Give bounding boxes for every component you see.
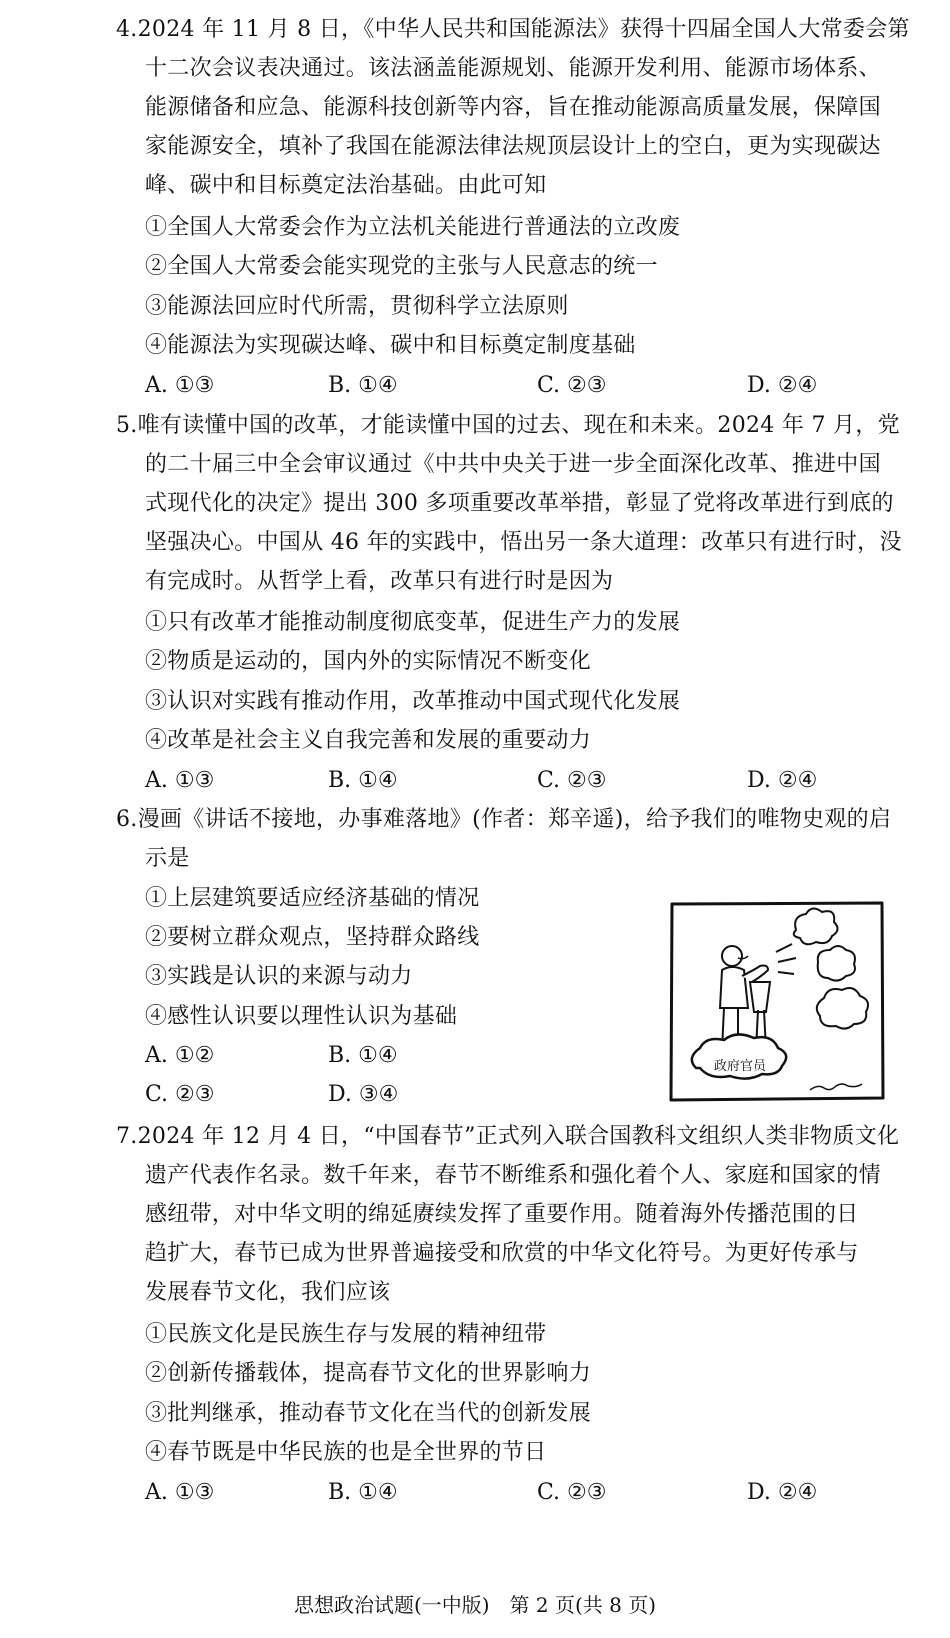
- question-6-choice-d[interactable]: D. ③④: [328, 1082, 399, 1107]
- question-7-choice-a[interactable]: A. ①③: [145, 1480, 215, 1505]
- question-4-stem-line-1: 4.2024 年 11 月 8 日，《中华人民共和国能源法》获得十四届全国人大常委会第: [116, 17, 910, 42]
- question-5-stem-line-2: 的二十届三中全会审议通过《中共中央关于进一步全面深化改革、推进中国: [145, 452, 881, 477]
- question-5-stem-line-5: 有完成时。从哲学上看，改革只有进行时是因为: [145, 569, 614, 594]
- question-4-option-4: ④能源法为实现碳达峰、碳中和目标奠定制度基础: [145, 333, 636, 358]
- question-6-choice-c[interactable]: C. ②③: [145, 1082, 215, 1107]
- question-number: 4.: [116, 17, 138, 42]
- question-5-stem-line-3: 式现代化的决定》提出 300 多项重要改革举措，彰显了党将改革进行到底的: [145, 491, 894, 516]
- question-7-stem-line-5: 发展春节文化，我们应该: [145, 1280, 391, 1305]
- question-6-stem-line-1: 6.漫画《讲话不接地，办事难落地》(作者：郑辛遥)，给予我们的唯物史观的启: [116, 807, 892, 832]
- question-4-stem-line-5: 峰、碳中和目标奠定法治基础。由此可知: [145, 173, 547, 198]
- question-6-choice-b[interactable]: B. ①④: [328, 1043, 398, 1068]
- question-5-choice-a[interactable]: A. ①③: [145, 768, 215, 793]
- question-4-stem-line-4: 家能源安全，填补了我国在能源法律法规顶层设计上的空白，更为实现碳达: [145, 134, 881, 159]
- question-5-stem-line-4: 坚强决心。中国从 46 年的实践中，悟出另一条大道理：改革只有进行时，没: [145, 530, 902, 555]
- question-6-option-2: ②要树立群众观点，坚持群众路线: [145, 925, 480, 950]
- question-7-stem-line-4: 趋扩大，春节已成为世界普遍接受和欣赏的中华文化符号。为更好传承与: [145, 1241, 859, 1266]
- question-4-choice-d[interactable]: D. ②④: [747, 373, 818, 398]
- question-6-stem-line-2: 示是: [145, 846, 190, 871]
- artist-signature: [810, 1084, 862, 1090]
- question-7-stem-line-2: 遗产代表作名录。数千年来，春节不断维系和强化着个人、家庭和国家的情: [145, 1163, 881, 1188]
- question-4-choice-c[interactable]: C. ②③: [537, 373, 607, 398]
- question-7-choice-d[interactable]: D. ②④: [747, 1480, 818, 1505]
- question-6-option-4: ④感性认识要以理性认识为基础: [145, 1004, 458, 1029]
- question-number: 7.: [116, 1124, 138, 1149]
- cartoon-official-speech: [668, 900, 886, 1110]
- question-7-stem-line-1: 7.2024 年 12 月 4 日，“中国春节”正式列入联合国教科文组织人类非物质文化: [116, 1124, 900, 1149]
- question-5-option-1: ①只有改革才能推动制度彻底变革，促进生产力的发展: [145, 610, 681, 635]
- question-7-option-4: ④春节既是中华民族的也是全世界的节日: [145, 1440, 547, 1465]
- question-4-option-2: ②全国人大常委会能实现党的主张与人民意志的统一: [145, 254, 658, 279]
- question-4-choice-b[interactable]: B. ①④: [328, 373, 398, 398]
- question-7-option-2: ②创新传播载体，提高春节文化的世界影响力: [145, 1361, 592, 1386]
- question-4-stem-line-3: 能源储备和应急、能源科技创新等内容，旨在推动能源高质量发展，保障国: [145, 95, 881, 120]
- question-7-choice-b[interactable]: B. ①④: [328, 1480, 398, 1505]
- question-7-option-1: ①民族文化是民族生存与发展的精神纽带: [145, 1322, 547, 1347]
- question-5-stem-line-1: 5.唯有读懂中国的改革，才能读懂中国的过去、现在和未来。2024 年 7 月，党: [116, 413, 900, 438]
- question-4-option-1: ①全国人大常委会作为立法机关能进行普通法的立改废: [145, 215, 681, 240]
- page-footer: 思想政治试题(一中版) 第 2 页(共 8 页): [293, 1593, 657, 1617]
- question-5-choice-b[interactable]: B. ①④: [328, 768, 398, 793]
- question-5-choice-c[interactable]: C. ②③: [537, 768, 607, 793]
- question-4-option-3: ③能源法回应时代所需，贯彻科学立法原则: [145, 294, 569, 319]
- question-5-option-3: ③认识对实践有推动作用，改革推动中国式现代化发展: [145, 689, 681, 714]
- question-6-choice-a[interactable]: A. ①②: [145, 1043, 215, 1068]
- question-6-option-1: ①上层建筑要适应经济基础的情况: [145, 886, 480, 911]
- question-7-choice-c[interactable]: C. ②③: [537, 1480, 607, 1505]
- question-number: 6.: [116, 807, 138, 832]
- question-7-stem-line-3: 感纽带，对中华文明的绵延赓续发挥了重要作用。随着海外传播范围的日: [145, 1202, 859, 1227]
- question-6-option-3: ③实践是认识的来源与动力: [145, 964, 413, 989]
- question-4-choice-a[interactable]: A. ①③: [145, 373, 215, 398]
- cartoon-label: 政府官员: [713, 1059, 767, 1074]
- question-5-option-4: ④改革是社会主义自我完善和发展的重要动力: [145, 728, 592, 753]
- question-4-stem-line-2: 十二次会议表决通过。该法涵盖能源规划、能源开发利用、能源市场体系、: [145, 56, 881, 81]
- question-5-option-2: ②物质是运动的，国内外的实际情况不断变化: [145, 649, 592, 674]
- question-number: 5.: [116, 413, 138, 438]
- question-7-option-3: ③批判继承，推动春节文化在当代的创新发展: [145, 1401, 592, 1426]
- question-5-choice-d[interactable]: D. ②④: [747, 768, 818, 793]
